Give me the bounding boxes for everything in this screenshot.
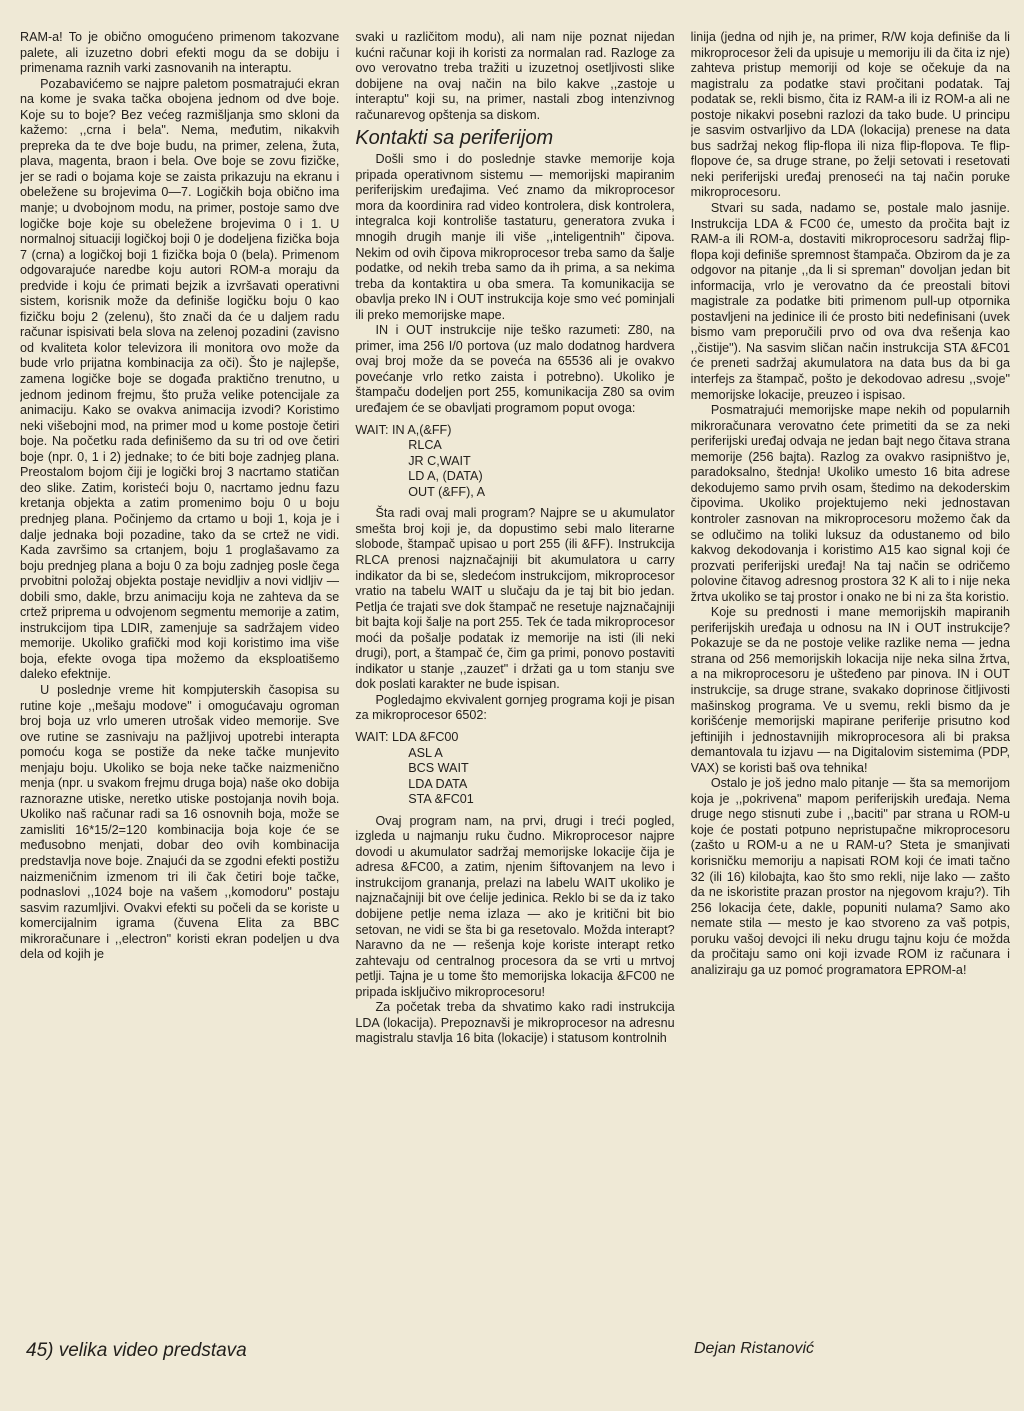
code-line: WAIT: IN A,(&FF) (355, 422, 452, 437)
paragraph: svaki u različitom modu), ali nam nije poznat nijedan kućni računar koji ih koristi za normalan rad. Razloge za ovo verovatno treba tražiti u izuzetnoj osetljivosti slike dobijene na ovaj način na bilo kakve ,,zastoje u interaptu" koji su, na primer, nastali zbog intenzivnog računarevog opštenja sa diskom. (355, 30, 675, 122)
code-line: BCS WAIT (408, 761, 469, 776)
section-heading: Kontakti sa periferijom (355, 127, 554, 150)
paragraph: U poslednje vreme hit kompjuterskih časopisa su rutine koje ,,mešaju modove" i omogućavaju ogroman broj boja uz vrlo umeren utrošak video memorije. Sve ove rutine se zasnivaju na pažljivoj upotrebi interapta pomoću koga se postiže da neke tačke munjevito menjaju boju. Ukoliko se boja neke tačke naizmenično menja (npr. u svakom frejmu druga boja) naše oko dobija raznorazne utiske, neretko utiske postojanja novih boja. Ukoliko naš računar radi sa 16 osnovnih boja, može se zamisliti 16*15/2=120 kombinacija boja koje će se međusobno menjati, dobar deo ovih kombinacija predstavlja nove boje. Znajući da se zgodni efekti postižu naizmeničnim izmenom tri ili čak četiri boje tačke, podnaslovi ,,1024 boje na vašem ,,komodoru" postaju sasvim razumljivi. Ovakvi efekti su počeli da se koriste u komercijalnim igrama (čuvena Elita za BBC mikroračunare i ,,electron" koristi ekran podeljen u dva dela od kojih je (20, 682, 340, 962)
code-line: LD A, (DATA) (408, 469, 483, 484)
code-listing-6502 (355, 730, 674, 808)
paragraph: IN i OUT instrukcije nije teško razumeti: Z80, na primer, ima 256 I/0 portova (uz malo dodatnog hardvera ovaj broj može da se poveća na 65536 ali je ovakvo povećanje vrlo retko zaista i potrebno). Ukoliko je štampaču dodeljen port 255, komunikacija Z80 sa ovim uređajem će se obavljati programom poput ovoga: (355, 323, 675, 416)
code-line: ASL A (408, 745, 443, 760)
paragraph: Stvari su sada, nadamo se, postale malo jasnije. Instrukcija LDA & FC00 će, umesto da pročita bajt iz RAM-a ili ROM-a, dostaviti mikroprocesoru sadržaj flip-flopa koji definiše spremnost štampača. Obzirom da je za odgovor na pitanje ,,da li si spreman" dovoljan jedan bit informacija, vrlo je verovatno da će preostali bitovi magistrale za podatke biti primenom pull-up otpornika postavljeni na jedinice ili će prosto biti nedefinisani (uvek bismo vam preporučili prvo od ova dva rešenja kao ,,čistije"). Na sasvim sličan način instrukcija STA &FC01 će preneti sadržaj akumulatora na data bus da bi ga interfejs za štampač, pošto je dekodovao adresu ,,svoje" memorijske lokacije, preuzeo i ispisao. (690, 201, 1010, 402)
paragraph: Došli smo i do poslednje stavke memorije koja pripada operativnom sistemu — memorijski mapiranim periferijskim uređajima. Već znamo da mikroprocesor mora da koordinira rad video kontrolera, disk kontrolera, integralca koji kontroliše tastaturu, generatora zvuka i mnogih drugih manje ili više ,,inteligentnih" čipova. Nekim od ovih čipova mikroprocesor treba samo da šalje podatke, od nekih treba samo da ih prima, a sa nekima treba da kontaktira u oba smera. Ta komunikacija se obavlja preko IN i OUT instrukcija koje smo već pominjali ili preko memorijske mape. (355, 152, 675, 322)
paragraph: Ostalo je još jedno malo pitanje — šta sa memorijom koja je ,,pokrivena" mapom periferijskih uređaja. Nema druge nego stisnuti zube i ,,baciti" par strana u ROM-u koje će postati potpuno nepristupačne mikroprocesoru (zašto u ROM-u a ne u RAM-u? Steta je smanjivati korisničku memoriju a napisati ROM koji će imati tačno 32 (ili 16) kilobajta, kao što smo rekli, nije lako — zašto da ne iskoristite prazan prostor na njegovom kraju?). Tih 256 lokacija ćete, dakle, popuniti nulama? Samo ako nemate stila — mesto je kao stvoreno za vaš potpis, poruku vašoj devojci ili neku drugu tajnu koju će možda da pročitaju samo oni koji izvade ROM iz računara i analiziraju ga uz pomoć programatora EPROM-a! (690, 776, 1010, 977)
column-2 (355, 30, 674, 1340)
column-3 (691, 30, 1010, 1340)
code-line: STA &FC01 (408, 792, 474, 807)
section-footer-title: 45) velika video predstava (26, 1340, 247, 1361)
paragraph: Ovaj program nam, na prvi, drugi i treći pogled, izgleda u najmanju ruku čudno. Mikroprocesor najpre dovodi u akumulator sadržaj memorijske lokacije čija je adresa &FC00, a zatim, njenim šiftovanjem na levo i instrukcijom grananja, prelazi na labelu WAIT ukoliko je najznačajniji bit ove ćelije jedinica. Reklo bi se da iz tako dobijene petlje nema izlaza — ako je kritični bit bio setovan, ne vidi se šta bi ga resetovalo. Možda interapt? Naravno da ne — rešenja koje koriste interapt retko zahtevaju od centralnog procesora da se vrti u mrtvoj petlji. Tajna je u tome što memorijska lokacija &FC00 ne pripada isključivo mikroprocesoru! (355, 813, 675, 999)
paragraph: Šta radi ovaj mali program? Najpre se u akumulator smešta broj koji je, da dopustimo sebi malo literarne slobode, štampač upisao u port 255 (ili &FF). Instrukcija RLCA prenosi najznačajniji bit akumulatora u carry indikator da bi se, sledećom instrukcijom, mikroprocesor vratio na tabelu WAIT u slučaju da je taj bit bio jedan. Petlja će trajati sve dok štampač ne resetuje najznačajniji bit bajta koji šalje na port 255. Tek će tada mikroprocesor moći da pošalje podatak iz memorije na isti (ili neki drugi), port, a štampač će, čim ga primi, ponovo postaviti indikator u stanje ,,zauzet" i držati ga u tom stanju sve dok poslati karakter ne bude ispisan. (355, 506, 675, 692)
article-columns (20, 30, 1010, 1340)
code-line: JR C,WAIT (408, 453, 471, 468)
page-footer (0, 1340, 1024, 1380)
code-line: RLCA (408, 438, 442, 453)
paragraph: RAM-a! To je obično omogućeno primenom takozvane palete, ali izuzetno dobri efekti mogu da se dobiju i primenama raznih varki zasnovanih na interaptu. (20, 30, 340, 76)
column-1 (20, 30, 339, 1340)
code-line: WAIT: LDA &FC00 (355, 729, 459, 744)
paragraph: Pozabavićemo se najpre paletom posmatrajući ekran na kome je svaka tačka obojena jednom od dve boje. Koje su to boje? Bez većeg razmišljanja smo skloni da kažemo: ,,crna i bela". Nema, međutim, nikakvih prepreka da te dve boje budu, na primer, zelena, žuta, plava, magenta, braon i bela. Ove boje se zovu fizičke, jer se radi o bojama koje se zaista prikazuju na ekranu i obeležene su brojevima 0—7. Logičkih boja obično ima manje; u dvobojnom modu, na primer, postoje samo dve logičke boje koje su obeležene brojevima 0 i 1. U normalnoj situaciji logičkoj boji 0 je dodeljena fizička boja 7 (crna) a logičkoj boji 1 fizička boja 0 (bela). Primenom odgovarajuće naredbe koju autori ROM-a moraju da predvide i koju će primati bejzik a izvršavati operativni sistem, korisnik može da definiše logičku boju 0 kao fizičku boju 2 (zelenu), što znači da će u daljem radu računar ispisivati bela slova na zelenoj pozadini (zavisno od kvaliteta kolor televizora ili monitora ovo može da bude vrlo prijatna kombinacija za oči). Što je najlepše, zamena logičke boje se događa praktično trenutno, u jednom jedinom frejmu, što pruža velike potencijale za animaciju. Kako se ovakva animacija izvodi? Koristimo neki višebojni mod, na primer mod u kome postoje četiri boje. Na početku rada definišemo da su tri od ove četiri boje (npr. 0, 1 i 2) jednake; to će biti boje zadnjeg plana. Preostalom bojom čiji je logički broj 3 nacrtamo statičan deo slike. Zatim, koristeći boju 0, nacrtamo jednu fazu kretanja objekta a zatim promenimo boju 0 u boju prednjeg plana. Počinjemo da crtamo u boji 1, koja je i dalje jednaka boji pozadine, tako da se crtež ne vidi. Kada završimo sa crtanjem, boju 1 proglašavamo za boju prednjeg plana a boju 0 za boju zadnjeg posle čega prvobitni položaj objekta postaje nevidljiv a novi vidljiv — dobili smo, dakle, brzu animaciju koja ne zahteva da se crtež pripremа u odvojenom segmentu memorije a zatim, instrukcijom tipa LDIR, zamenjuje sa sadržajem video memorije. Ukoliko grafički mod koji koristimo ima više boja, efekte ovoga tipa možemo da eksploatišemo daleko efektnije. (20, 76, 340, 682)
paragraph: linija (jedna od njih je, na primer, R/W koja definiše da li mikroprocesor želi da upisuje u memoriju ili da čita iz nje) zahteva pristup memoriji od koje se očekuje da na magistralu za podatke stavi pročitani podatak. Taj podatak se, rekli bismo, čita iz RAM-a ili iz ROM-a ali ne postoje nikakvi posebni razlozi da tako bude. U principu je sasvim ostvarljivo da LDA (lokacija) prenese na data bus sadržaj nekog flip-flopa ili niza flip-flopova. Te flip-flopove će, sa druge strane, po želji setovati i resetovati neki periferijski uređaj prenoseći na taj način poruke mikroprocesoru. (690, 30, 1010, 200)
code-line: OUT (&FF), A (408, 484, 485, 499)
paragraph: Posmatrajući memorijske mape nekih od popularnih mikroračunara verovatno ćete primetiti da se za neki periferijski uređaj odvaja ne jedan bajt nego čitava strana memorije (256 bajta). Razlog za ovakvo rasipništvo je, paradoksalno, štednja! Ukoliko umesto 16 bita adrese dekodujemo samo prvih osam, štedimo na dekoderskim čipovima. Ukoliko projektujemo neki jednostavan kontroler zasnovan na mikroprocesoru možemo čak da se odlučimo na toliki luksuz da odustanemo od bilo kakvog dekodovanja i koristimo A15 kao signal koji će prozvati periferijski uređaj! Na taj način se odričemo polovine čitavog adresnog prostora 32 K ali to i nije neka žrtva ukoliko se taj prostor i onako ne bi ni za šta koristio. (690, 403, 1010, 604)
paragraph: Pogledajmo ekvivalent gornjeg programa koji je pisan za mikroprocesor 6502: (355, 692, 675, 723)
author-signature: Dejan Ristanović (694, 1340, 815, 1357)
code-listing-z80 (355, 423, 674, 501)
paragraph: Za početak treba da shvatimo kako radi instrukcija LDA (lokacija). Prepoznavši je mikroprocesor na adresnu magistralu stavlja 16 bita (lokacije) i statusom kontrolnih (355, 1000, 675, 1046)
code-line: LDA DATA (408, 776, 468, 791)
paragraph: Koje su prednosti i mane memorijskih mapiranih periferijskih uređaja u odnosu na IN i OUT instrukcije? Pokazuje se da ne postoje velike razlike nema — jedna strana od 256 memorijskih lokacija nije neka silna žrtva, a na mikroprocesoru je ušteđeno par pinova. IN i OUT instrukcije, sa druge strane, svakako doprinose čitljivosti mašinskog programa. Ve u svemu, rekli bismo da je korišćenje memorijski mapirane periferije prisutno kod jeftinijih i jednostavnijih mikroprocesora ali bi praksa demantovala tu izjavu — na Digitalovim sistemima (PDP, VAX) se koristi baš ova tehnika! (690, 605, 1010, 775)
